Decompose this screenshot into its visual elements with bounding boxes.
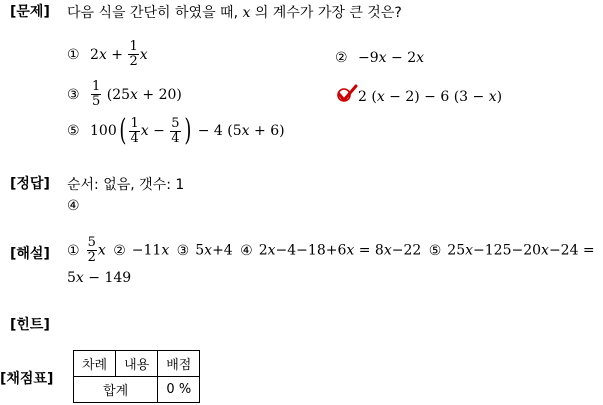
choice-2[interactable]: ② −9x − 2x <box>335 50 425 66</box>
explanation-line-1: ① $\frac{5}{2}$ x ② −11x ③ 5x+4 ④ 2x−4−18+6x = 8x−22 ⑤ 25x−125−20x−24 = <box>67 235 595 265</box>
question-prompt: 다음 식을 간단히 하였을 때, x 의 계수가 가장 큰 것은? <box>67 5 402 21</box>
answer-info: 순서: 없음, 갯수: 1 <box>67 177 185 193</box>
choice-1[interactable]: ① 2x + $\frac{1}{2}$ x <box>67 39 148 69</box>
choice-1-expr: 2x + $\frac{1}{2}$ x <box>90 39 148 69</box>
scoring-label: [채점표] <box>0 371 54 387</box>
choice-3-expr: $\frac{1}{5}$ (25x + 20) <box>92 79 182 109</box>
score-table <box>73 350 200 403</box>
table-row <box>74 351 200 377</box>
total-value: 0 % <box>158 377 200 403</box>
hint-label: [힌트] <box>10 317 50 333</box>
choice-2-expr: −9x − 2x <box>358 50 425 66</box>
header-content: 내용 <box>116 351 158 377</box>
choice-5-expr: 100( $\frac{1}{4}$ x − $\frac{5}{4}$ ) − 4 (5x + 6) <box>90 113 285 148</box>
total-label: 합계 <box>74 377 158 403</box>
answer-choice: ④ <box>67 198 80 214</box>
explanation-label: [해설] <box>10 246 50 262</box>
answer-label: [정답] <box>10 176 50 192</box>
choice-4[interactable] <box>358 89 502 105</box>
check-mark-icon <box>336 84 358 104</box>
table-row <box>74 377 200 403</box>
header-points: 배점 <box>158 351 200 377</box>
header-order: 차례 <box>74 351 116 377</box>
question-label: [문제] <box>10 4 50 20</box>
choice-3[interactable]: ③ $\frac{1}{5}$ (25x + 20) <box>67 79 182 109</box>
explanation-line-2: 5x − 149 <box>67 270 132 286</box>
choice-5[interactable]: ⑤ 100( $\frac{1}{4}$ x − $\frac{5}{4}$ ) − 4 (5x + 6) <box>67 113 285 148</box>
choice-4-expr: 2 (x − 2) − 6 (3 − x) <box>358 89 503 105</box>
